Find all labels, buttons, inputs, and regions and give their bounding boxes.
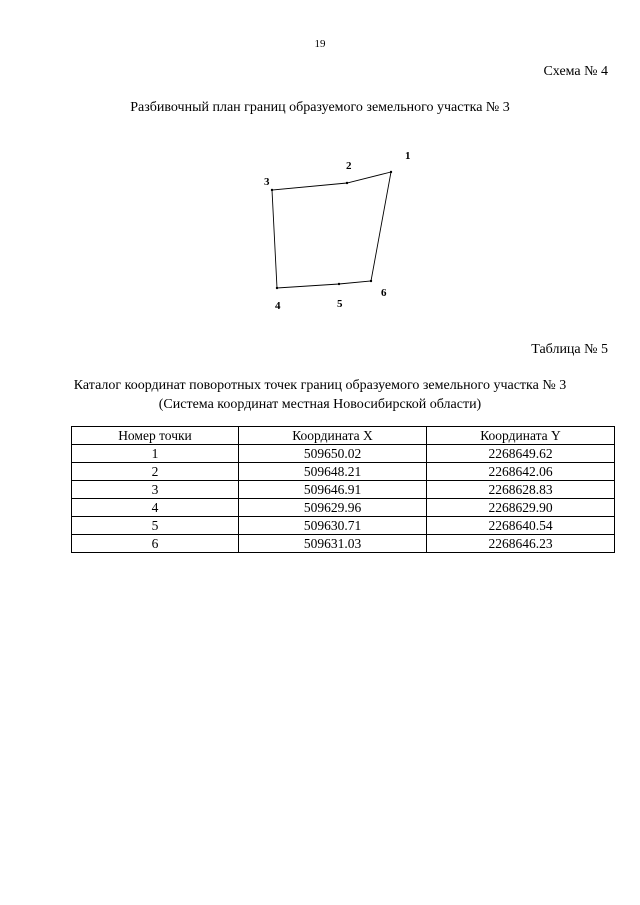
table-title-line-2: (Система координат местная Новосибирской области) — [158, 397, 482, 412]
cell-y: 2268649.62 — [427, 445, 615, 463]
column-header-y: Координата Y — [427, 427, 615, 445]
point-label-5: 5 — [337, 298, 343, 310]
cell-point: 2 — [72, 463, 239, 481]
table-row — [72, 463, 615, 481]
vertex-4 — [276, 287, 278, 289]
cell-y: 2268640.54 — [427, 517, 615, 535]
coordinates-table — [71, 426, 615, 553]
point-label-4: 4 — [275, 300, 281, 312]
boundary-plan — [0, 0, 640, 330]
table-row — [72, 517, 615, 535]
point-label-3: 3 — [264, 176, 270, 188]
vertex-1 — [390, 171, 392, 173]
point-label-2: 2 — [346, 160, 352, 172]
column-header-x: Координата X — [239, 427, 427, 445]
cell-x: 509648.21 — [239, 463, 427, 481]
cell-x: 509646.91 — [239, 481, 427, 499]
cell-y: 2268629.90 — [427, 499, 615, 517]
table-row — [72, 499, 615, 517]
cell-point: 6 — [72, 535, 239, 553]
table-title-line-1: Каталог координат поворотных точек границ образуемого земельного участка № 3 — [73, 378, 567, 393]
point-label-6: 6 — [381, 287, 387, 299]
cell-x: 509631.03 — [239, 535, 427, 553]
cell-y: 2268628.83 — [427, 481, 615, 499]
table-label: Таблица № 5 — [531, 342, 608, 357]
table-header-row — [72, 427, 615, 445]
plot-boundary — [272, 172, 391, 288]
table-row — [72, 481, 615, 499]
page-number: 19 — [314, 38, 326, 50]
vertex-5 — [338, 283, 340, 285]
scheme-label: Схема № 4 — [543, 64, 608, 79]
cell-x: 509629.96 — [239, 499, 427, 517]
column-header-point: Номер точки — [72, 427, 239, 445]
cell-point: 5 — [72, 517, 239, 535]
vertex-6 — [370, 280, 372, 282]
point-label-1: 1 — [405, 150, 411, 162]
cell-x: 509630.71 — [239, 517, 427, 535]
cell-point: 1 — [72, 445, 239, 463]
plan-title: Разбивочный план границ образуемого земельного участка № 3 — [130, 100, 510, 115]
table-title — [0, 376, 640, 414]
cell-point: 3 — [72, 481, 239, 499]
cell-y: 2268642.06 — [427, 463, 615, 481]
cell-point: 4 — [72, 499, 239, 517]
table-row — [72, 535, 615, 553]
table-row — [72, 445, 615, 463]
vertex-3 — [271, 189, 273, 191]
cell-y: 2268646.23 — [427, 535, 615, 553]
cell-x: 509650.02 — [239, 445, 427, 463]
vertex-2 — [346, 182, 348, 184]
